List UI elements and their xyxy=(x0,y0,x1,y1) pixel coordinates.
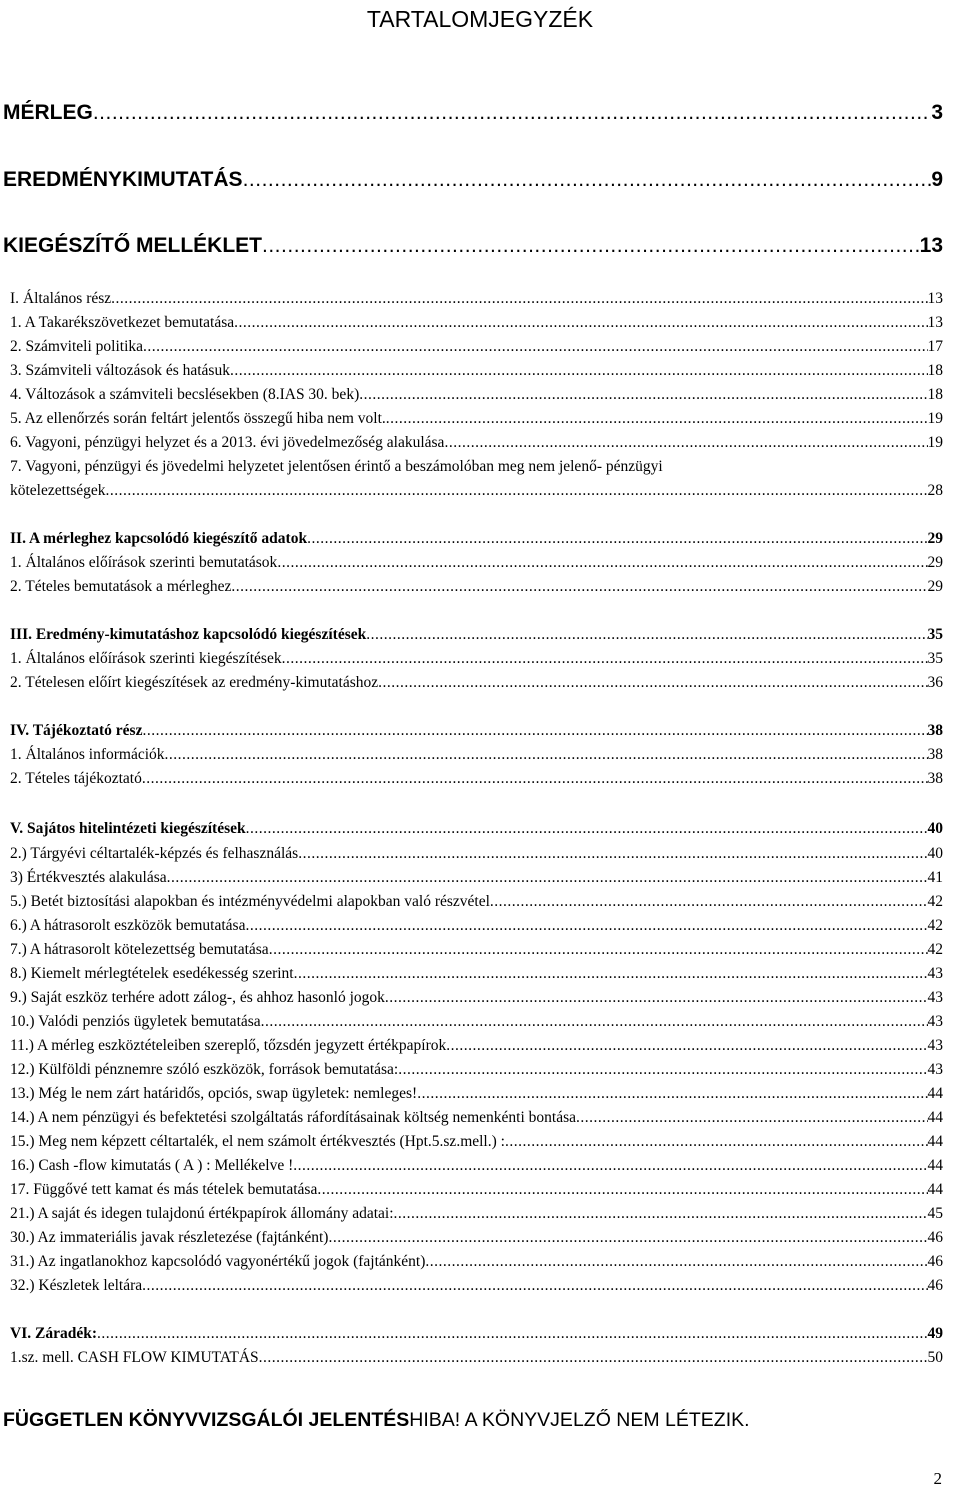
toc-leader xyxy=(307,529,927,549)
toc-leader xyxy=(366,625,927,645)
toc-leader xyxy=(282,649,928,669)
toc-page: 44 xyxy=(927,1109,943,1126)
toc-page: 50 xyxy=(927,1349,943,1366)
toc-entry[interactable] xyxy=(10,819,943,839)
toc-label: 11.) A mérleg eszköztételeiben szereplő, tőzsdén jegyzett értékpapírok xyxy=(10,1037,447,1054)
toc-entry[interactable] xyxy=(10,745,943,765)
toc-page: 49 xyxy=(927,1325,943,1342)
toc-page: 13 xyxy=(927,290,943,307)
toc-page: 43 xyxy=(927,989,943,1006)
toc-entry[interactable] xyxy=(10,1276,943,1296)
toc-entry[interactable] xyxy=(10,361,943,381)
toc-entry[interactable] xyxy=(10,1252,943,1272)
toc-entry[interactable] xyxy=(10,673,943,693)
toc-entry[interactable] xyxy=(10,529,943,549)
toc-leader xyxy=(298,844,927,864)
toc-leader xyxy=(359,385,927,405)
toc-page: 36 xyxy=(927,674,943,691)
toc-leader xyxy=(262,233,920,259)
toc-page: 29 xyxy=(927,530,943,547)
toc-page: 38 xyxy=(927,722,943,739)
toc-title: TARTALOMJEGYZÉK xyxy=(366,6,594,32)
toc-leader xyxy=(425,1252,927,1272)
toc-leader xyxy=(230,361,928,381)
toc-leader xyxy=(317,1180,927,1200)
toc-label: 1. Általános információk xyxy=(10,746,165,763)
toc-page: 46 xyxy=(927,1229,943,1246)
toc-label: 6. Vagyoni, pénzügyi helyzet és a 2013. évi jövedelmezőség alakulása xyxy=(10,434,445,451)
toc-page: 44 xyxy=(927,1133,943,1150)
toc-entry[interactable] xyxy=(10,868,943,888)
toc-page: 44 xyxy=(927,1085,943,1102)
toc-leader xyxy=(111,289,927,309)
toc-leader xyxy=(505,1132,928,1152)
toc-entry[interactable] xyxy=(10,481,943,501)
toc-leader xyxy=(394,1204,928,1224)
toc-label: 2. Tételesen előírt kiegészítések az eredmény-kimutatáshoz xyxy=(10,674,379,691)
toc-entry[interactable] xyxy=(10,313,943,333)
toc-page: 35 xyxy=(927,626,943,643)
toc-entry[interactable] xyxy=(10,1108,943,1128)
toc-page: 18 xyxy=(927,386,943,403)
toc-label: 21.) A saját és idegen tulajdonú értékpapírok állomány adatai: xyxy=(10,1205,394,1222)
toc-label: kötelezettségek xyxy=(10,482,106,499)
toc-page: 3 xyxy=(931,101,943,124)
toc-entry[interactable] xyxy=(10,940,943,960)
toc-leader xyxy=(243,167,932,193)
toc-page: 40 xyxy=(927,845,943,862)
page-number: 2 xyxy=(933,1469,942,1488)
toc-entry[interactable] xyxy=(10,892,943,912)
toc-page: 41 xyxy=(927,869,943,886)
toc-leader xyxy=(277,553,927,573)
toc-label: 16.) Cash -flow kimutatás ( A ) : Mellékelve ! xyxy=(10,1157,294,1174)
audit-report-line[interactable] xyxy=(3,1408,750,1432)
toc-page: 17 xyxy=(927,338,943,355)
toc-main-entry[interactable] xyxy=(3,100,943,126)
toc-page: 44 xyxy=(927,1157,943,1174)
toc-entry[interactable] xyxy=(10,1156,943,1176)
toc-label: 15.) Meg nem képzett céltartalék, el nem számolt értékvesztés (Hpt.5.sz.mell.) : xyxy=(10,1133,505,1150)
toc-entry[interactable] xyxy=(10,844,943,864)
toc-main-entry[interactable] xyxy=(3,167,943,193)
toc-entry[interactable] xyxy=(10,337,943,357)
toc-label: 7.) A hátrasorolt kötelezettség bemutatása xyxy=(10,941,269,958)
toc-entry[interactable] xyxy=(10,577,943,597)
toc-page: 19 xyxy=(927,434,943,451)
toc-label: 31.) Az ingatlanokhoz kapcsolódó vagyonértékű jogok (fajtánként) xyxy=(10,1253,426,1270)
toc-label: EREDMÉNYKIMUTATÁS xyxy=(3,168,243,191)
toc-label: II. A mérleghez kapcsolódó kiegészítő adatok xyxy=(10,530,308,547)
toc-entry[interactable] xyxy=(10,964,943,984)
toc-leader xyxy=(259,1348,928,1368)
toc-label: 13.) Még le nem zárt határidős, opciós, swap ügyletek: nemleges! xyxy=(10,1085,418,1102)
audit-report-label: FÜGGETLEN KÖNYVVIZSGÁLÓI JELENTÉS xyxy=(3,1409,410,1431)
toc-entry[interactable] xyxy=(10,1132,943,1152)
toc-label: VI. Záradék: xyxy=(10,1325,97,1342)
toc-label: I. Általános rész xyxy=(10,290,112,307)
toc-page: 46 xyxy=(927,1253,943,1270)
toc-leader xyxy=(446,1036,927,1056)
toc-label: 2. Tételes bemutatások a mérleghez xyxy=(10,578,232,595)
toc-leader xyxy=(142,769,928,789)
toc-entry[interactable] xyxy=(10,625,943,645)
toc-leader xyxy=(378,673,927,693)
toc-leader xyxy=(576,1108,927,1128)
toc-page: 29 xyxy=(927,554,943,571)
toc-entry[interactable] xyxy=(10,721,943,741)
toc-label: 6.) A hátrasorolt eszközök bemutatása xyxy=(10,917,246,934)
toc-entry[interactable] xyxy=(10,916,943,936)
toc-page: 42 xyxy=(927,917,943,934)
toc-leader xyxy=(386,409,928,429)
toc-page: 43 xyxy=(927,965,943,982)
toc-label: 3) Értékvesztés alakulása xyxy=(10,869,167,886)
toc-leader xyxy=(269,940,928,960)
toc-label: 17. Függővé tett kamat és más tételek bemutatása xyxy=(10,1181,318,1198)
toc-page: 42 xyxy=(927,893,943,910)
toc-label: 1. Általános előírások szerinti kiegészítések xyxy=(10,650,282,667)
toc-label: 2. Számviteli politika xyxy=(10,338,144,355)
toc-leader xyxy=(444,433,927,453)
toc-page: 35 xyxy=(927,650,943,667)
toc-page: 43 xyxy=(927,1061,943,1078)
toc-entry[interactable] xyxy=(10,409,943,429)
toc-leader xyxy=(234,313,927,333)
toc-page: 38 xyxy=(927,746,943,763)
toc-page: 43 xyxy=(927,1013,943,1030)
toc-leader xyxy=(490,892,928,912)
toc-label: 7. Vagyoni, pénzügyi és jövedelmi helyzetet jelentősen érintő a beszámolóban meg nem jelenő- pénzügyi xyxy=(10,458,663,475)
toc-label: 1. A Takarékszövetkezet bemutatása xyxy=(10,314,235,331)
toc-entry[interactable] xyxy=(10,433,943,453)
toc-leader xyxy=(328,1228,927,1248)
toc-label: 9.) Saját eszköz terhére adott zálog-, és ahhoz hasonló jogok xyxy=(10,989,385,1006)
toc-page: 46 xyxy=(927,1277,943,1294)
toc-entry-wrapped[interactable] xyxy=(10,457,943,477)
toc-entry[interactable] xyxy=(10,553,943,573)
bookmark-error-text: HIBA! A KÖNYVJELZŐ NEM LÉTEZIK. xyxy=(409,1409,750,1431)
toc-label: IV. Tájékoztató rész xyxy=(10,722,143,739)
toc-leader xyxy=(231,577,927,597)
toc-entry[interactable] xyxy=(10,1060,943,1080)
toc-label: 32.) Készletek leltára xyxy=(10,1277,143,1294)
toc-label: 2.) Tárgyévi céltartalék-képzés és felhasználás xyxy=(10,845,299,862)
toc-leader xyxy=(245,916,927,936)
toc-page: 43 xyxy=(927,1037,943,1054)
toc-entry[interactable] xyxy=(10,1204,943,1224)
toc-page: 29 xyxy=(927,578,943,595)
toc-page: 28 xyxy=(927,482,943,499)
toc-main-entry[interactable] xyxy=(3,233,943,259)
toc-leader xyxy=(93,100,931,126)
toc-label: 2. Tételes tájékoztató xyxy=(10,770,142,787)
toc-leader xyxy=(97,1324,928,1344)
toc-entry[interactable] xyxy=(10,988,943,1008)
toc-label: 3. Számviteli változások és hatásuk xyxy=(10,362,230,379)
toc-label: 30.) Az immateriális javak részletezése (fajtánként) xyxy=(10,1229,329,1246)
toc-entry[interactable] xyxy=(10,1012,943,1032)
toc-leader xyxy=(106,481,928,501)
toc-label: 1. Általános előírások szerinti bemutatások xyxy=(10,554,278,571)
toc-page: 42 xyxy=(927,941,943,958)
toc-page: 19 xyxy=(927,410,943,427)
toc-leader xyxy=(294,964,928,984)
toc-entry[interactable] xyxy=(10,1036,943,1056)
toc-leader xyxy=(385,988,928,1008)
toc-page: 45 xyxy=(927,1205,943,1222)
toc-leader xyxy=(165,745,928,765)
toc-leader xyxy=(142,1276,927,1296)
toc-label: V. Sajátos hitelintézeti kiegészítések xyxy=(10,820,246,837)
toc-entry[interactable] xyxy=(10,1180,943,1200)
toc-label: 12.) Külföldi pénznemre szóló eszközök, források bemutatása: xyxy=(10,1061,399,1078)
toc-label: 10.) Valódi penziós ügyletek bemutatása xyxy=(10,1013,261,1030)
toc-label: 14.) A nem pénzügyi és befektetési szolgáltatás ráfordításainak költség nemenkénti bontása xyxy=(10,1109,577,1126)
toc-page: 13 xyxy=(927,314,943,331)
toc-page: 9 xyxy=(931,168,943,191)
toc-leader xyxy=(261,1012,928,1032)
toc-leader xyxy=(398,1060,927,1080)
toc-leader xyxy=(246,819,928,839)
toc-entry[interactable] xyxy=(10,1324,943,1344)
toc-entry[interactable] xyxy=(10,1228,943,1248)
toc-entry[interactable] xyxy=(10,1084,943,1104)
toc-page: 44 xyxy=(927,1181,943,1198)
toc-entry[interactable] xyxy=(10,289,943,309)
toc-label: MÉRLEG xyxy=(3,101,93,124)
toc-label: 8.) Kiemelt mérlegtételek esedékesség szerint xyxy=(10,965,294,982)
toc-page: 38 xyxy=(927,770,943,787)
toc-leader xyxy=(143,337,927,357)
toc-label: 1.sz. mell. CASH FLOW KIMUTATÁS xyxy=(10,1349,259,1366)
toc-leader xyxy=(417,1084,927,1104)
toc-page: 13 xyxy=(919,234,943,257)
toc-leader xyxy=(293,1156,927,1176)
toc-label: 5. Az ellenőrzés során feltárt jelentős összegű hiba nem volt. xyxy=(10,410,386,427)
toc-page: 18 xyxy=(927,362,943,379)
toc-label: KIEGÉSZÍTŐ MELLÉKLET xyxy=(3,234,263,257)
toc-entry[interactable] xyxy=(10,769,943,789)
toc-leader xyxy=(167,868,928,888)
toc-label: 4. Változások a számviteli becslésekben (8.IAS 30. bek) xyxy=(10,386,360,403)
toc-entry[interactable] xyxy=(10,1348,943,1368)
toc-entry[interactable] xyxy=(10,649,943,669)
toc-leader xyxy=(142,721,927,741)
toc-label: III. Eredmény-kimutatáshoz kapcsolódó kiegészítések xyxy=(10,626,367,643)
toc-label: 5.) Betét biztosítási alapokban és intézményvédelmi alapokban való részvétel xyxy=(10,893,490,910)
toc-page: 40 xyxy=(927,820,943,837)
toc-entry[interactable] xyxy=(10,385,943,405)
